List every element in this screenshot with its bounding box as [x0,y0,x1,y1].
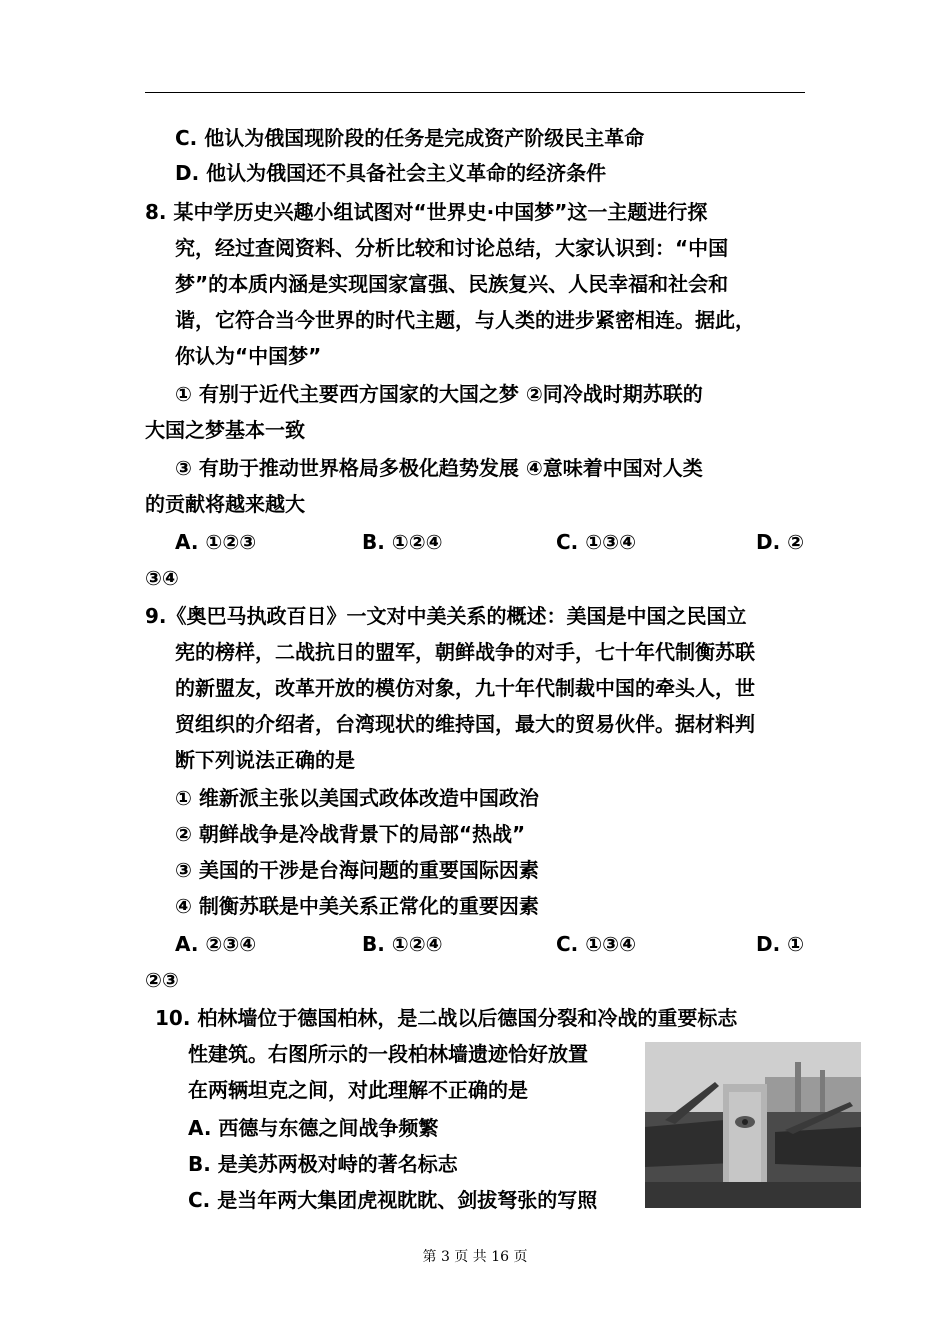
page-footer: 第 3 页 共 16 页 [422,1249,528,1265]
q10-stem-line: 性建筑。右图所示的一段柏林墙遗迹恰好放置 [188,1042,588,1066]
q8-stem-line: 你认为“中国梦” [175,344,322,368]
q8-stem-line: 梦”的本质内涵是实现国家富强、民族复兴、人民幸福和社会和 [175,272,729,296]
q8-option-c: C. ①③④ [556,530,637,554]
q8-option-d: D. ② [756,530,805,554]
q9-option-d-wrap: ②③ [145,968,179,992]
q10-option-c: C. 是当年两大集团虎视眈眈、剑拔弩张的写照 [188,1188,598,1212]
berlin-wall-tanks-photo [645,1042,861,1208]
q8-statement-3-wrap: 的贡献将越来越大 [145,492,305,516]
q9-option-c: C. ①③④ [556,932,637,956]
q9-stem-line: 贸组织的介绍者，台湾现状的维持国，最大的贸易伙伴。据材料判 [175,712,755,736]
berlin-wall-tanks-illustration [645,1042,861,1208]
q8-option-a: A. ①②③ [175,530,257,554]
header-rule [145,92,805,93]
q8-option-b: B. ①②④ [362,530,443,554]
q10-option-b: B. 是美苏两极对峙的著名标志 [188,1152,458,1176]
q8-statement-3: ③ 有助于推动世界格局多极化趋势发展 ④意味着中国对人类 [175,456,703,480]
q7-option-c: C. 他认为俄国现阶段的任务是完成资产阶级民主革命 [175,126,645,150]
q8-stem-line: 8. 某中学历史兴趣小组试图对“世界史·中国梦”这一主题进行探 [145,200,708,224]
q9-stem-line: 9.《奥巴马执政百日》一文对中美关系的概述：美国是中国之民国立 [145,604,747,628]
q10-stem-line: 10. 柏林墙位于德国柏林，是二战以后德国分裂和冷战的重要标志 [155,1006,738,1030]
q9-option-a: A. ②③④ [175,932,257,956]
q9-options [0,930,950,958]
q9-stem-line: 断下列说法正确的是 [175,748,355,772]
q10-option-a: A. 西德与东德之间战争频繁 [188,1116,439,1140]
q9-option-d: D. ① [756,932,805,956]
q9-statement: ④ 制衡苏联是中美关系正常化的重要因素 [175,894,539,918]
q7-option-d: D. 他认为俄国还不具备社会主义革命的经济条件 [175,161,607,185]
q9-option-b: B. ①②④ [362,932,443,956]
q8-options [0,528,950,556]
q8-statement-1: ① 有别于近代主要西方国家的大国之梦 ②同冷战时期苏联的 [175,382,703,406]
q8-stem-line: 谐，它符合当今世界的时代主题，与人类的进步紧密相连。据此， [175,308,755,332]
q9-statement: ② 朝鲜战争是冷战背景下的局部“热战” [175,822,526,846]
q9-stem-line: 的新盟友，改革开放的模仿对象，九十年代制裁中国的牵头人，世 [175,676,755,700]
q8-stem-line: 究，经过查阅资料、分析比较和讨论总结，大家认识到：“中国 [175,236,729,260]
q9-statement: ① 维新派主张以美国式政体改造中国政治 [175,786,539,810]
q8-statement-1-wrap: 大国之梦基本一致 [145,418,305,442]
q8-option-d-wrap: ③④ [145,566,179,590]
q9-stem-line: 宪的榜样，二战抗日的盟军，朝鲜战争的对手，七十年代制衡苏联 [175,640,755,664]
q10-stem-line: 在两辆坦克之间，对此理解不正确的是 [188,1078,528,1102]
q9-statement: ③ 美国的干涉是台海问题的重要国际因素 [175,858,539,882]
